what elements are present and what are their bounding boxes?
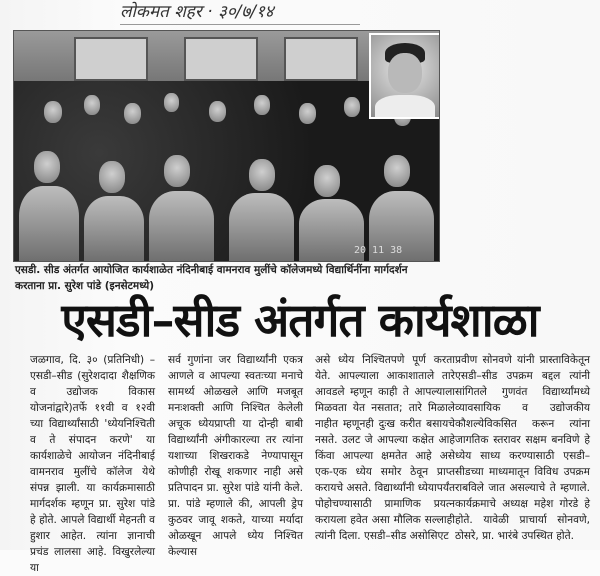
column-text: असे ध्येय निश्चितपणे पूर्ण करता येते. आपल्याला आकाशाताले तारे आवडले म्हणून काही ते आपल्याला मिळवता येत नसतात; तारे मिळाले नाहीत म्हणूनही दुःख करीत बसायचे नसते. उलट जे आपल्या कक्षेत आहे किंवा आपल्या क्षमतेत आहे असे एक-एक ध्येय समोर ठेवून प्राप्त करायचे असते. विद्यार्थ्यांनी ध्येयापर्यंत पोहोचण्यासाठी प्रामाणिक प्रयत्न करायला हवेत असा मौलिक सल्लाही त्यांनी दिला. एसडी–सीड असोसिएट — [315, 354, 455, 542]
photo-window — [74, 37, 148, 81]
masthead-handwritten: लोकमत शहर · ३०/७/१४ — [120, 0, 360, 25]
event-photo — [13, 30, 440, 262]
column-text: सर्व गुणांना जर विद्यार्थ्यांनी एकत्र आणले व आपल्या स्वतःच्या मनाचे सामर्थ्य ओळखले आणि मजबूत मनःशक्ती आणि निश्चित केलेली अचूक ध्येयप्राप्ती या दोन्ही बाबी विद्यार्थ्यांनी अंगीकारल्या तर त्यांना यशाच्या शिखराकडे नेण्यापासून कोणीही रोखू शकणार नाही असे प्रतिपादन प्रा. सुरेश पांडे यांनी केले. प्रा. पांडे म्हणाले की, आपली ड्रेप कुठवर जावू शकते, याच्या मर्यादा ओळखून आपले ध्येय निश्चित केल्यास — [168, 354, 303, 558]
photo-timestamp: 20 11 38 — [354, 245, 403, 256]
photo-window — [184, 37, 258, 81]
headline: एसडी–सीड अंतर्गत कार्यशाळा — [61, 293, 539, 347]
article-column-1 — [30, 352, 155, 576]
column-text: प्रवीण सोनवणे यांनी प्रास्ताविकेतून एसडी–सीड उपक्रम बद्दल त्यांनी सांगितले गुणवंत विद्यार्थ्यांमध्ये व्यावसायिक व उद्योजकीय कौशल्येविकसित करून त्यांना जागतिक स्तरावर सक्षम बनविणे हे ध्येय साध्य करण्यासाठी एसडी–सीडच्या माध्यमातून विविध उपक्रम राबविले जात असल्याचे ते म्हणाले. कार्यक्रमाचे अध्यक्ष महेश गोरडे हे होते. यावेळी प्राचार्या सोनवणे, ठोसरे, प्रा. भारंबे उपस्थित होते. — [455, 354, 590, 542]
article-column-2 — [168, 352, 303, 560]
article-column-4 — [455, 352, 590, 544]
photo-caption: एसडी. सीड अंतर्गत आयोजित कार्यशाळेत नंदिनीबाई वामनराव मुलींचे कॉलेजमध्ये विद्यार्थिनींना मार्गदर्शन करताना प्रा. सुरेश पांडे (इनसेटमध्ये) — [15, 264, 408, 292]
inset-portrait-speaker — [369, 33, 440, 119]
photo-window — [284, 37, 358, 81]
column-text: जळगाव, दि. ३० (प्रतिनिधी) – एसडी–सीड (सुरेशदादा शैक्षणिक व उद्योजक विकास योजनांद्वारे)तर्फे ११वी व १२वी च्या विद्यार्थ्यांसाठी 'ध्येयनिश्चिती व ते संपादन करणे' या कार्यशाळेचे आयोजन नंदिनीबाई वामनराव मुलींचे कॉलेज येथे संपन्न झाली. या कार्यक्रमासाठी मार्गदर्शक म्हणून प्रा. सुरेश पांडे हे होते. आपले विद्यार्थी मेहनती व हुशार आहेत. त्यांना ज्ञानाची प्रचंड लालसा आहे. विखुरलेल्या या — [30, 354, 155, 574]
article-column-3 — [315, 352, 455, 544]
